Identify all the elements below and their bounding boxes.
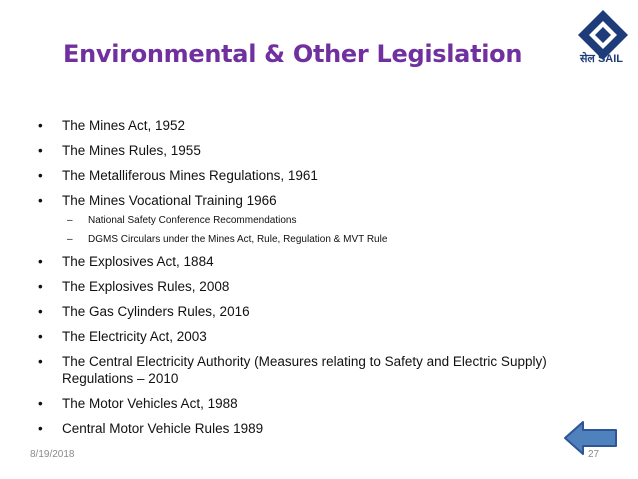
bullet-icon: •: [38, 279, 43, 294]
list-item-text: The Metalliferous Mines Regulations, 1961: [62, 168, 318, 183]
list-item: [38, 142, 628, 159]
slide-number: 27: [588, 449, 600, 460]
list-item-text: The Electricity Act, 2003: [62, 329, 207, 344]
list-item: [38, 303, 628, 320]
list-item: [38, 253, 628, 270]
list-item: [38, 328, 628, 345]
sub-list-item: [38, 214, 628, 228]
list-item: [38, 278, 628, 295]
bullet-icon: •: [38, 421, 43, 436]
list-item: [38, 117, 628, 134]
list-item-text: The Mines Rules, 1955: [62, 143, 201, 158]
list-item-text-continued: Regulations – 2010: [62, 371, 179, 386]
list-item-text: The Mines Vocational Training 1966: [62, 193, 277, 208]
legislation-list: [38, 117, 628, 437]
list-item-text: The Gas Cylinders Rules, 2016: [62, 304, 250, 319]
list-item-text: The Explosives Rules, 2008: [62, 279, 230, 294]
sub-list-item-text: National Safety Conference Recommendations: [88, 215, 297, 226]
bullet-icon: •: [38, 329, 43, 344]
list-item-text: The Explosives Act, 1884: [62, 254, 214, 269]
sail-logo-text: सेल SAIL: [580, 53, 624, 65]
list-item-text: Central Motor Vehicle Rules 1989: [62, 421, 264, 436]
list-item: [38, 167, 628, 184]
list-item-text: The Mines Act, 1952: [62, 118, 186, 133]
dash-icon: –: [67, 215, 73, 226]
dash-icon: –: [67, 234, 73, 245]
bullet-icon: •: [38, 193, 43, 208]
bullet-icon: •: [38, 304, 43, 319]
list-item: [38, 353, 628, 387]
list-item-text: The Motor Vehicles Act, 1988: [62, 396, 238, 411]
sub-list-item: [38, 233, 628, 247]
bullet-icon: •: [38, 168, 43, 183]
bullet-icon: •: [38, 143, 43, 158]
bullet-icon: •: [38, 354, 43, 369]
sub-list-item-text: DGMS Circulars under the Mines Act, Rule, Regulation & MVT Rule: [88, 234, 388, 245]
bullet-icon: •: [38, 118, 43, 133]
list-item: [38, 192, 628, 209]
list-item-text: The Central Electricity Authority (Measures relating to Safety and Electric Supply): [62, 354, 547, 369]
slide-title: Environmental & Other Legislation: [63, 40, 523, 68]
bullet-icon: •: [38, 396, 43, 411]
back-arrow-icon[interactable]: [563, 420, 619, 456]
footer-date: 8/19/2018: [30, 449, 75, 460]
list-item: [38, 420, 628, 437]
list-item: [38, 395, 628, 412]
bullet-icon: •: [38, 254, 43, 269]
